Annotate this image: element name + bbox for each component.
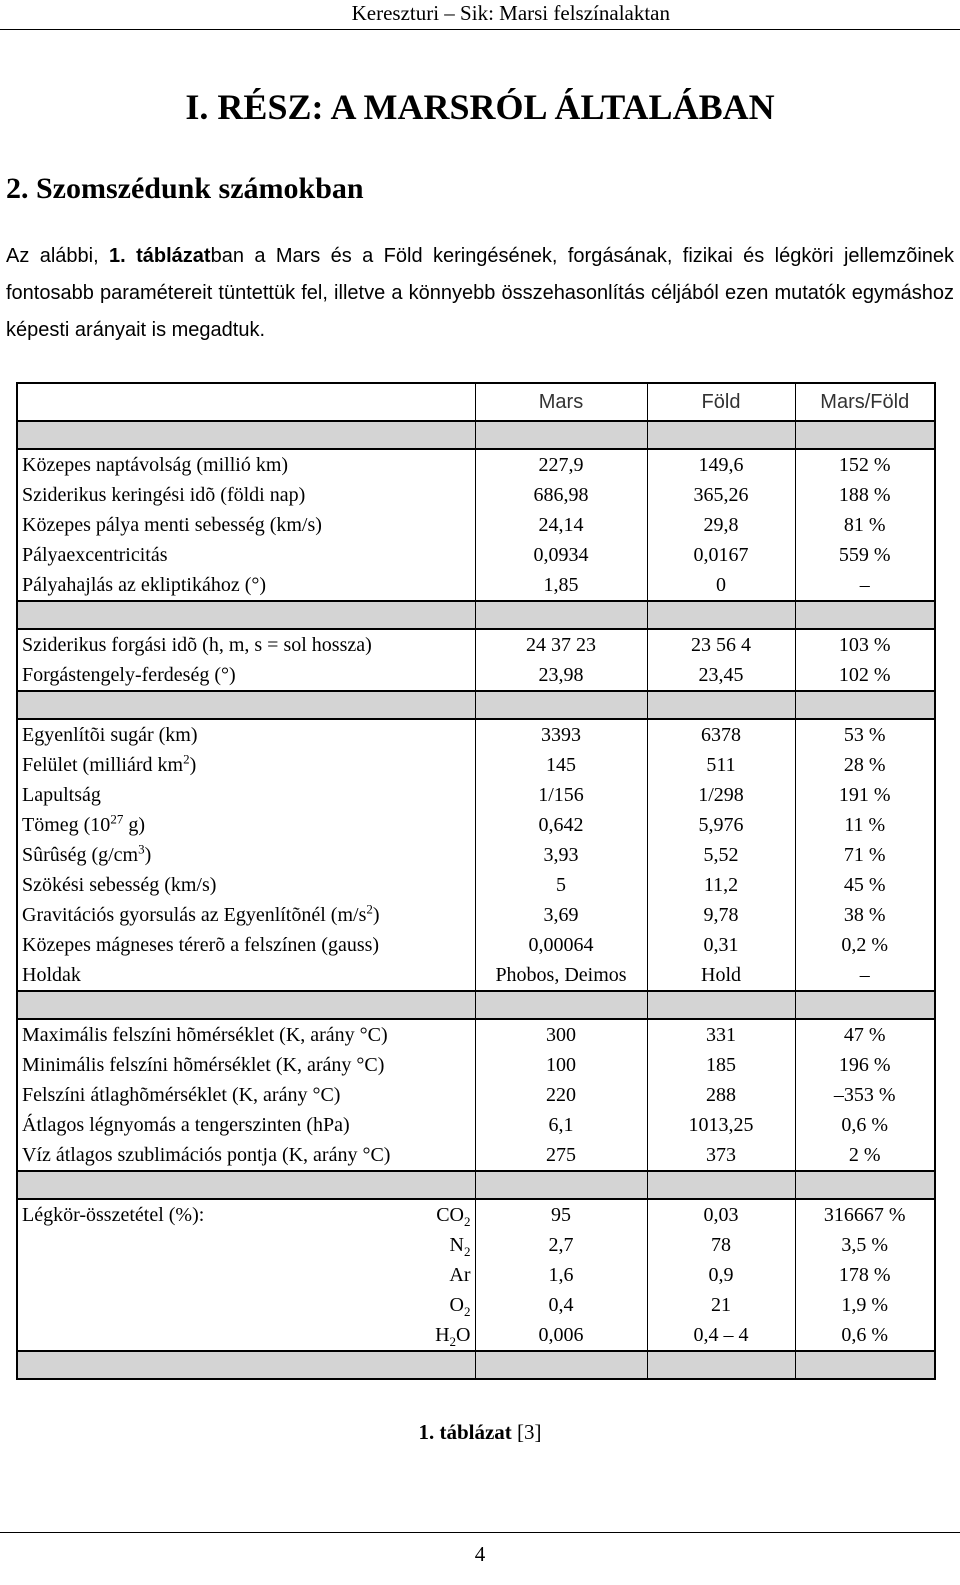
row-label-text: Felület (milliárd km (22, 754, 184, 776)
cell-ratio: 559 % (795, 540, 935, 570)
gas-subscript: 2 (464, 1244, 471, 1259)
cell-ratio: 0,6 % (795, 1110, 935, 1140)
row-label-text: Sziderikus forgási idõ (h, m, s = sol hossza) (22, 634, 372, 656)
part-title: I. RÉSZ: A MARSRÓL ÁLTALÁBAN (185, 87, 775, 127)
cell-fold: 0,03 (647, 1199, 795, 1230)
row-label-text: Egyenlítõi sugár (km) (22, 724, 198, 746)
cell-ratio: 38 % (795, 900, 935, 930)
cell-fold: 365,26 (647, 480, 795, 510)
cell-mars: 1,85 (475, 570, 647, 601)
separator-cell (17, 601, 475, 629)
cell-fold: 0,31 (647, 930, 795, 960)
separator-cell (647, 691, 795, 719)
cell-ratio: –353 % (795, 1080, 935, 1110)
cell-fold: 21 (647, 1290, 795, 1320)
group-separator (17, 691, 935, 719)
cell-ratio: 1,9 % (795, 1290, 935, 1320)
cell-fold: 0,9 (647, 1260, 795, 1290)
table-row (17, 930, 935, 960)
cell-ratio: 316667 % (795, 1199, 935, 1230)
atmosphere-row (17, 1320, 935, 1351)
table-row (17, 960, 935, 991)
row-label (17, 1110, 475, 1140)
cell-ratio: 103 % (795, 629, 935, 660)
cell-fold: 23,45 (647, 660, 795, 691)
row-label-text: Pályaexcentricitás (22, 544, 168, 566)
group-separator (17, 1351, 935, 1379)
table-row (17, 570, 935, 601)
atmosphere-row (17, 1199, 935, 1230)
row-label-text: Közepes naptávolság (millió km) (22, 454, 289, 476)
row-label-text: Szökési sebesség (km/s) (22, 874, 217, 896)
table-row (17, 870, 935, 900)
row-label-end: ) (189, 754, 197, 776)
gas-formula (22, 1290, 471, 1320)
separator-cell (795, 1171, 935, 1199)
gas-symbol: CO (436, 1204, 464, 1226)
gas-label-cell (17, 1320, 475, 1351)
cell-ratio: 191 % (795, 780, 935, 810)
cell-fold: 0,4 – 4 (647, 1320, 795, 1351)
row-label-exponent: 2 (366, 901, 373, 917)
table-row (17, 660, 935, 691)
separator-cell (647, 421, 795, 449)
gas-formula (22, 1260, 471, 1290)
table-row (17, 750, 935, 780)
page-number: 4 (474, 1542, 486, 1566)
cell-ratio: – (795, 570, 935, 601)
table-row (17, 1140, 935, 1171)
row-label (17, 480, 475, 510)
cell-fold: 149,6 (647, 449, 795, 480)
cell-mars: 227,9 (475, 449, 647, 480)
intro-paragraph (6, 238, 954, 349)
cell-mars: 6,1 (475, 1110, 647, 1140)
gas-symbol: N (449, 1234, 464, 1256)
cell-mars: 0,4 (475, 1290, 647, 1320)
table-row (17, 629, 935, 660)
row-label (17, 840, 475, 870)
row-label-text: Sziderikus keringési idõ (földi nap) (22, 484, 306, 506)
table-row (17, 1050, 935, 1080)
footer-rule (0, 1532, 960, 1533)
table-row (17, 840, 935, 870)
gas-formula (22, 1320, 471, 1350)
table-row (17, 810, 935, 840)
separator-cell (647, 991, 795, 1019)
separator-cell (795, 691, 935, 719)
row-label (17, 780, 475, 810)
table-row (17, 510, 935, 540)
group-separator (17, 1171, 935, 1199)
atmosphere-label: Légkör-összetétel (%): (22, 1204, 205, 1226)
row-label-text: Közepes pálya menti sebesség (km/s) (22, 514, 322, 536)
gas-subscript: 2 (449, 1334, 457, 1349)
header-blank (17, 383, 475, 421)
separator-cell (475, 421, 647, 449)
cell-fold: 9,78 (647, 900, 795, 930)
cell-fold: 11,2 (647, 870, 795, 900)
cell-mars: 0,00064 (475, 930, 647, 960)
cell-ratio: 11 % (795, 810, 935, 840)
row-label (17, 449, 475, 480)
cell-fold: 511 (647, 750, 795, 780)
separator-cell (647, 1171, 795, 1199)
row-label-end: g) (123, 814, 145, 836)
row-label-end: ) (372, 904, 380, 926)
cell-mars: 1,6 (475, 1260, 647, 1290)
gas-formula (22, 1230, 471, 1260)
row-label (17, 629, 475, 660)
row-label-text: Víz átlagos szublimációs pontja (K, arány °C) (22, 1144, 391, 1166)
cell-mars: 2,7 (475, 1230, 647, 1260)
cell-ratio: 81 % (795, 510, 935, 540)
cell-ratio: 0,6 % (795, 1320, 935, 1351)
cell-ratio: 71 % (795, 840, 935, 870)
row-label (17, 960, 475, 991)
row-label-exponent: 2 (183, 751, 190, 767)
row-label-text: Tömeg (10 (22, 814, 111, 836)
cell-ratio: 45 % (795, 870, 935, 900)
cell-fold: 5,976 (647, 810, 795, 840)
cell-fold: 0,0167 (647, 540, 795, 570)
cell-mars: 3,69 (475, 900, 647, 930)
cell-mars: 100 (475, 1050, 647, 1080)
row-label (17, 570, 475, 601)
separator-cell (17, 1171, 475, 1199)
cell-mars: 5 (475, 870, 647, 900)
row-label-text: Forgástengely-ferdeség (°) (22, 664, 236, 686)
cell-mars: 145 (475, 750, 647, 780)
gas-symbol: O (449, 1294, 464, 1316)
cell-mars: 23,98 (475, 660, 647, 691)
intro-before: Az alábbi, (6, 245, 110, 267)
gas-label-cell (17, 1260, 475, 1290)
row-label (17, 870, 475, 900)
gas-label-cell (17, 1290, 475, 1320)
cell-fold: 23 56 4 (647, 629, 795, 660)
cell-mars: 24,14 (475, 510, 647, 540)
row-label (17, 1080, 475, 1110)
row-label-text: Lapultság (22, 784, 101, 806)
separator-cell (475, 991, 647, 1019)
cell-mars: 686,98 (475, 480, 647, 510)
group-separator (17, 421, 935, 449)
separator-cell (475, 691, 647, 719)
separator-cell (475, 1171, 647, 1199)
cell-fold: Hold (647, 960, 795, 991)
row-label-text: Maximális felszíni hõmérséklet (K, arány °C) (22, 1024, 388, 1046)
table-body (17, 383, 935, 1379)
separator-cell (475, 601, 647, 629)
row-label (17, 1050, 475, 1080)
separator-cell (795, 991, 935, 1019)
caption-source: [3] (511, 1420, 542, 1444)
gas-symbol-end: O (456, 1324, 471, 1346)
atmosphere-row (17, 1230, 935, 1260)
cell-mars: 0,0934 (475, 540, 647, 570)
cell-mars: 95 (475, 1199, 647, 1230)
cell-ratio: 196 % (795, 1050, 935, 1080)
gas-subscript: 2 (464, 1214, 471, 1229)
cell-fold: 288 (647, 1080, 795, 1110)
cell-fold: 29,8 (647, 510, 795, 540)
atmosphere-row (17, 1290, 935, 1320)
separator-cell (17, 1351, 475, 1379)
header-fold: Föld (647, 383, 795, 421)
gas-symbol: Ar (449, 1264, 471, 1286)
running-head: Kereszturi – Sik: Marsi felszínalaktan (0, 0, 960, 30)
gas-label-cell (17, 1199, 475, 1230)
cell-ratio: 28 % (795, 750, 935, 780)
separator-cell (795, 421, 935, 449)
row-label (17, 900, 475, 930)
cell-mars: 0,642 (475, 810, 647, 840)
cell-fold: 0 (647, 570, 795, 601)
table-row (17, 1019, 935, 1050)
row-label (17, 719, 475, 750)
cell-ratio: 2 % (795, 1140, 935, 1171)
row-label-end: ) (144, 844, 152, 866)
mars-earth-table (16, 382, 936, 1380)
table-row (17, 480, 935, 510)
row-label-text: Minimális felszíni hõmérséklet (K, arány °C) (22, 1054, 385, 1076)
cell-mars: Phobos, Deimos (475, 960, 647, 991)
caption-label: 1. táblázat (418, 1420, 512, 1444)
row-label (17, 810, 475, 840)
separator-cell (475, 1351, 647, 1379)
cell-fold: 6378 (647, 719, 795, 750)
row-label-text: Közepes mágneses térerõ a felszínen (gauss) (22, 934, 380, 956)
row-label-exponent: 27 (110, 811, 124, 827)
cell-mars: 1/156 (475, 780, 647, 810)
table-row (17, 449, 935, 480)
cell-ratio: 0,2 % (795, 930, 935, 960)
row-label-text: Sûrûség (g/cm (22, 844, 139, 866)
cell-ratio: 102 % (795, 660, 935, 691)
cell-mars: 3,93 (475, 840, 647, 870)
row-label-text: Átlagos légnyomás a tengerszinten (hPa) (22, 1114, 350, 1136)
cell-ratio: 47 % (795, 1019, 935, 1050)
header-ratio: Mars/Föld (795, 383, 935, 421)
cell-fold: 331 (647, 1019, 795, 1050)
table-row (17, 780, 935, 810)
cell-mars: 220 (475, 1080, 647, 1110)
cell-ratio: – (795, 960, 935, 991)
row-label (17, 660, 475, 691)
atmosphere-row (17, 1260, 935, 1290)
row-label-text: Gravitációs gyorsulás az Egyenlítõnél (m/s (22, 904, 367, 926)
separator-cell (17, 691, 475, 719)
separator-cell (647, 1351, 795, 1379)
table-row (17, 1080, 935, 1110)
separator-cell (17, 991, 475, 1019)
gas-symbol: H (435, 1324, 450, 1346)
row-label (17, 1140, 475, 1171)
cell-ratio: 53 % (795, 719, 935, 750)
cell-mars: 275 (475, 1140, 647, 1171)
table-row (17, 900, 935, 930)
cell-fold: 1013,25 (647, 1110, 795, 1140)
intro-after: ban a Mars és a Föld keringésének, forgásának, fizikai és légköri jellemzõinek fontosabb paramétereit tüntettük fel, illetve a könnyebb összehasonlítás céljából ezen mutatók egymáshoz képesti arányait is megadtuk. (6, 245, 955, 341)
row-label (17, 930, 475, 960)
gas-subscript: 2 (464, 1304, 471, 1319)
cell-mars: 3393 (475, 719, 647, 750)
row-label-text: Pályahajlás az ekliptikához (°) (22, 574, 267, 596)
separator-cell (17, 421, 475, 449)
row-label-text: Felszíni átlaghõmérséklet (K, arány °C) (22, 1084, 341, 1106)
cell-mars: 24 37 23 (475, 629, 647, 660)
row-label-text: Holdak (22, 964, 81, 986)
row-label (17, 540, 475, 570)
separator-cell (647, 601, 795, 629)
cell-mars: 0,006 (475, 1320, 647, 1351)
table-reference: 1. táblázat (109, 245, 211, 267)
row-label (17, 510, 475, 540)
separator-cell (795, 1351, 935, 1379)
cell-fold: 5,52 (647, 840, 795, 870)
cell-fold: 185 (647, 1050, 795, 1080)
table-row (17, 719, 935, 750)
cell-ratio: 3,5 % (795, 1230, 935, 1260)
cell-ratio: 152 % (795, 449, 935, 480)
cell-mars: 300 (475, 1019, 647, 1050)
header-mars: Mars (475, 383, 647, 421)
cell-fold: 373 (647, 1140, 795, 1171)
table-row (17, 540, 935, 570)
cell-ratio: 188 % (795, 480, 935, 510)
cell-fold: 1/298 (647, 780, 795, 810)
cell-fold: 78 (647, 1230, 795, 1260)
table-header-row (17, 383, 935, 421)
group-separator (17, 991, 935, 1019)
cell-ratio: 178 % (795, 1260, 935, 1290)
group-separator (17, 601, 935, 629)
row-label (17, 1019, 475, 1050)
gas-label-cell (17, 1230, 475, 1260)
row-label-exponent: 3 (138, 841, 145, 857)
section-title: 2. Szomszédunk számokban (6, 172, 364, 205)
row-label (17, 750, 475, 780)
separator-cell (795, 601, 935, 629)
table-row (17, 1110, 935, 1140)
table-caption (0, 1418, 960, 1446)
